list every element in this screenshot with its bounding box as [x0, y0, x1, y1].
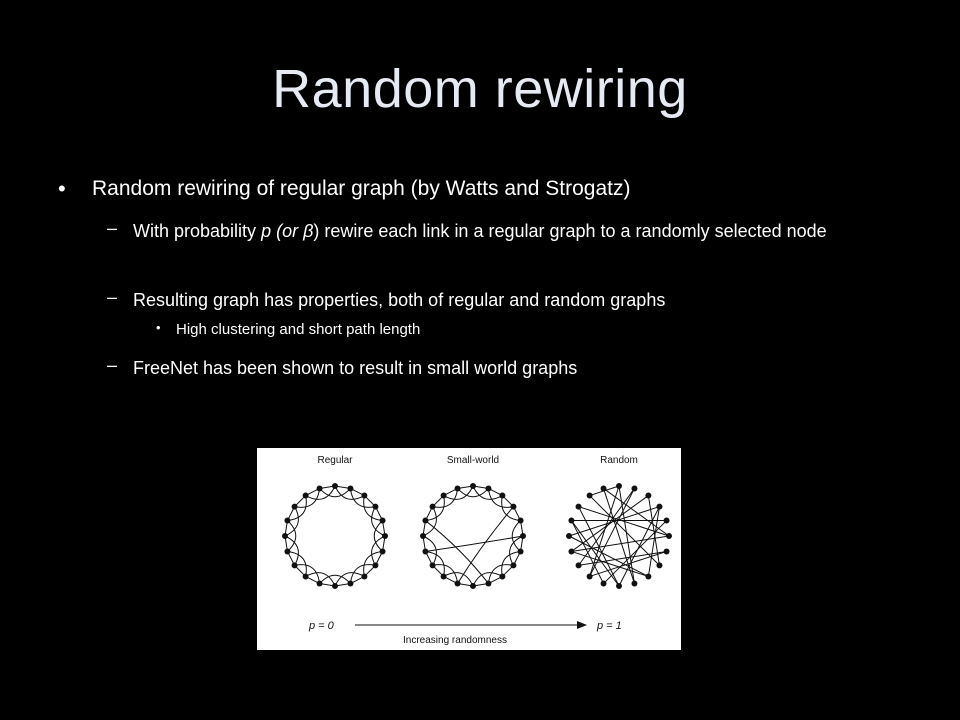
- graph-node: [303, 573, 309, 579]
- sub-bullet-3: FreeNet has been shown to result in small world graphs: [133, 358, 578, 378]
- graph-node: [380, 518, 386, 524]
- regular-graph: [282, 483, 388, 589]
- graph-node: [518, 548, 524, 554]
- graph-node: [664, 548, 670, 554]
- sub1-post: ) rewire each link in a regular graph to a randomly selected node: [313, 221, 827, 241]
- graph-node: [656, 562, 662, 568]
- graph-node: [422, 518, 428, 524]
- graph-node: [518, 518, 524, 524]
- graph-node: [631, 485, 637, 491]
- sub1-p: p: [261, 221, 272, 241]
- graph-node: [372, 504, 378, 510]
- graph-node: [361, 493, 367, 499]
- graph-node: [455, 485, 461, 491]
- graph-edge: [512, 521, 520, 552]
- graph-edge: [374, 521, 382, 552]
- sub1-pre: With probability: [133, 221, 262, 241]
- graph-node: [645, 573, 651, 579]
- graph-node: [303, 493, 309, 499]
- graph-node: [566, 533, 572, 539]
- subsub-marker: •: [156, 320, 161, 335]
- main-bullet-text: Random rewiring of regular graph (by Watts and Strogatz): [92, 177, 631, 200]
- graph-node: [616, 583, 622, 589]
- graph-edge: [579, 488, 635, 565]
- graph-node: [430, 562, 436, 568]
- graph-node: [441, 573, 447, 579]
- graph-node: [441, 493, 447, 499]
- subsub-bullet: High clustering and short path length: [176, 321, 421, 338]
- sub-bullet-1: [133, 218, 833, 244]
- graph-node: [499, 573, 505, 579]
- label-regular: Regular: [317, 455, 353, 466]
- graph-node: [499, 493, 505, 499]
- graph-edge: [320, 575, 351, 583]
- label-random: Random: [600, 455, 638, 466]
- dash-marker: –: [107, 287, 118, 307]
- random-graph: [566, 483, 672, 589]
- graph-node: [284, 548, 290, 554]
- graph-node: [380, 548, 386, 554]
- graph-node: [576, 562, 582, 568]
- graph-node: [576, 504, 582, 510]
- graph-node: [347, 485, 353, 491]
- axis-label: Increasing randomness: [403, 635, 507, 646]
- graph-node: [317, 581, 323, 587]
- graph-node: [645, 493, 651, 499]
- graph-node: [292, 504, 298, 510]
- label-small-world: Small-world: [446, 455, 500, 466]
- p-end-label: p = 1: [597, 620, 622, 632]
- graph-node: [601, 581, 607, 587]
- graph-node: [430, 504, 436, 510]
- graph-node: [601, 485, 607, 491]
- graph-node: [361, 573, 367, 579]
- graph-node: [656, 504, 662, 510]
- dash-marker: –: [107, 355, 118, 375]
- graph-edge: [458, 488, 489, 496]
- graphs-diagram: [257, 448, 681, 650]
- graph-node: [347, 581, 353, 587]
- graph-node: [372, 562, 378, 568]
- graph-node: [470, 483, 476, 489]
- graph-node: [520, 533, 526, 539]
- sub1-beta: β: [303, 221, 314, 241]
- graph-node: [510, 504, 516, 510]
- graph-node: [568, 518, 574, 524]
- graph-node: [485, 581, 491, 587]
- graph-node: [664, 518, 670, 524]
- graph-node: [292, 562, 298, 568]
- graph-node: [616, 483, 622, 489]
- sub-bullet-2: Resulting graph has properties, both of regular and random graphs: [133, 290, 666, 310]
- graph-edge: [287, 521, 295, 552]
- graph-node: [382, 533, 388, 539]
- graph-node: [510, 562, 516, 568]
- graph-node: [631, 581, 637, 587]
- graph-node: [332, 583, 338, 589]
- graph-node: [317, 485, 323, 491]
- arrow-head: [577, 621, 587, 629]
- graph-node: [455, 581, 461, 587]
- graph-node: [332, 483, 338, 489]
- graph-node: [666, 533, 672, 539]
- sub1-mid: (or: [271, 221, 304, 241]
- graph-edge: [425, 536, 523, 551]
- small-world-graph: [420, 483, 526, 589]
- graph-node: [422, 548, 428, 554]
- graph-node: [420, 533, 426, 539]
- graph-node: [470, 583, 476, 589]
- p-start-label: p = 0: [309, 620, 334, 632]
- graph-node: [587, 573, 593, 579]
- graph-node: [485, 485, 491, 491]
- graph-edge: [320, 488, 351, 496]
- watts-strogatz-figure: [257, 448, 681, 650]
- slide-title: Random rewiring: [272, 59, 688, 119]
- graph-node: [587, 493, 593, 499]
- graph-node: [568, 548, 574, 554]
- graph-node: [282, 533, 288, 539]
- dash-marker: –: [107, 218, 118, 238]
- bullet-marker: •: [58, 176, 66, 201]
- graph-node: [284, 518, 290, 524]
